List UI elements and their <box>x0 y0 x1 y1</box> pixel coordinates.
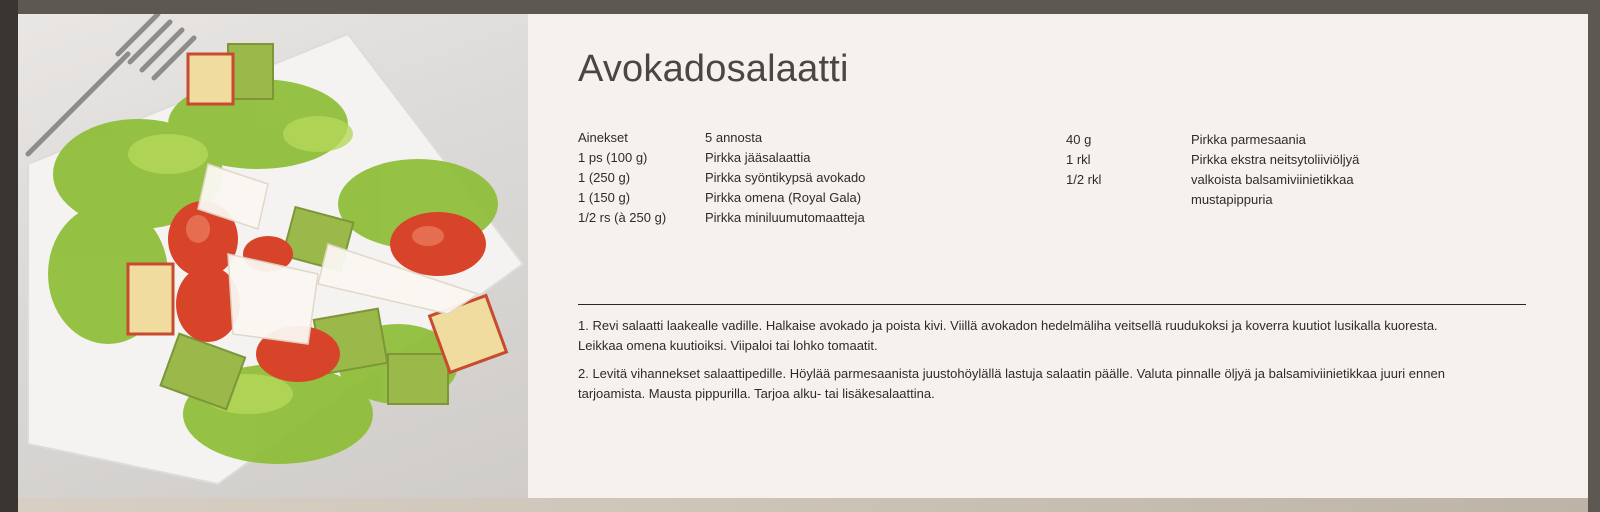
salad-photo <box>18 14 528 498</box>
ingredient-amounts-left <box>578 128 666 228</box>
ingredient: Pirkka ekstra neitsytoliiviöljyä <box>1191 152 1360 167</box>
ingredient: Pirkka jääsalaattia <box>705 150 811 165</box>
ingredient: Pirkka parmesaania <box>1191 132 1306 147</box>
amount: 1 (250 g) <box>578 170 631 185</box>
ingredient: Pirkka omena (Royal Gala) <box>705 190 862 205</box>
amount: 1/2 rkl <box>1066 172 1102 187</box>
amount: 1 rkl <box>1066 152 1091 167</box>
instructions <box>578 316 1478 412</box>
instruction-step: 1. Revi salaatti laakealle vadille. Halkaise avokado ja poista kivi. Viillä avokadon hedelmäliha veitsellä ruudukoksi ja koverra kuutiot lusikalla kuoresta. Leikkaa omena kuutioiksi. Viipaloi tai lohko tomaatit. <box>578 318 1438 353</box>
bleed-through-text <box>1118 242 1124 265</box>
servings: 5 annosta <box>705 130 763 145</box>
instruction-step: 2. Levitä vihannekset salaattipedille. Höylää parmesaanista juustohöylällä lastuja salaatin päälle. Valuta pinnalle öljyä ja balsamiviinietikkaa juuri ennen tarjoamista. Mausta pippurilla. Tarjoa alku- tai lisäkesalaattina. <box>578 366 1445 401</box>
amount: 1 ps (100 g) <box>578 150 648 165</box>
ingredient: valkoista balsamiviinietikkaa <box>1191 172 1354 187</box>
next-article-strip <box>18 498 1588 512</box>
ingredient: Pirkka miniluumutomaatteja <box>705 210 865 225</box>
amount: 1/2 rs (à 250 g) <box>578 210 667 225</box>
amount-label: Ainekset <box>578 130 628 145</box>
section-divider <box>578 304 1526 305</box>
amount: 1 (150 g) <box>578 190 631 205</box>
ingredient-items-left <box>705 128 865 228</box>
recipe-title: Avokadosalaatti <box>578 48 849 90</box>
ingredient: Pirkka syöntikypsä avokado <box>705 170 866 185</box>
ingredient-amounts-right <box>1066 130 1101 190</box>
scan-edge <box>0 0 18 512</box>
ingredient-items-right <box>1191 130 1359 210</box>
amount: 40 g <box>1066 132 1092 147</box>
ingredient: mustapippuria <box>1191 192 1273 207</box>
recipe-card <box>18 14 1588 498</box>
salad-illustration <box>18 14 528 498</box>
